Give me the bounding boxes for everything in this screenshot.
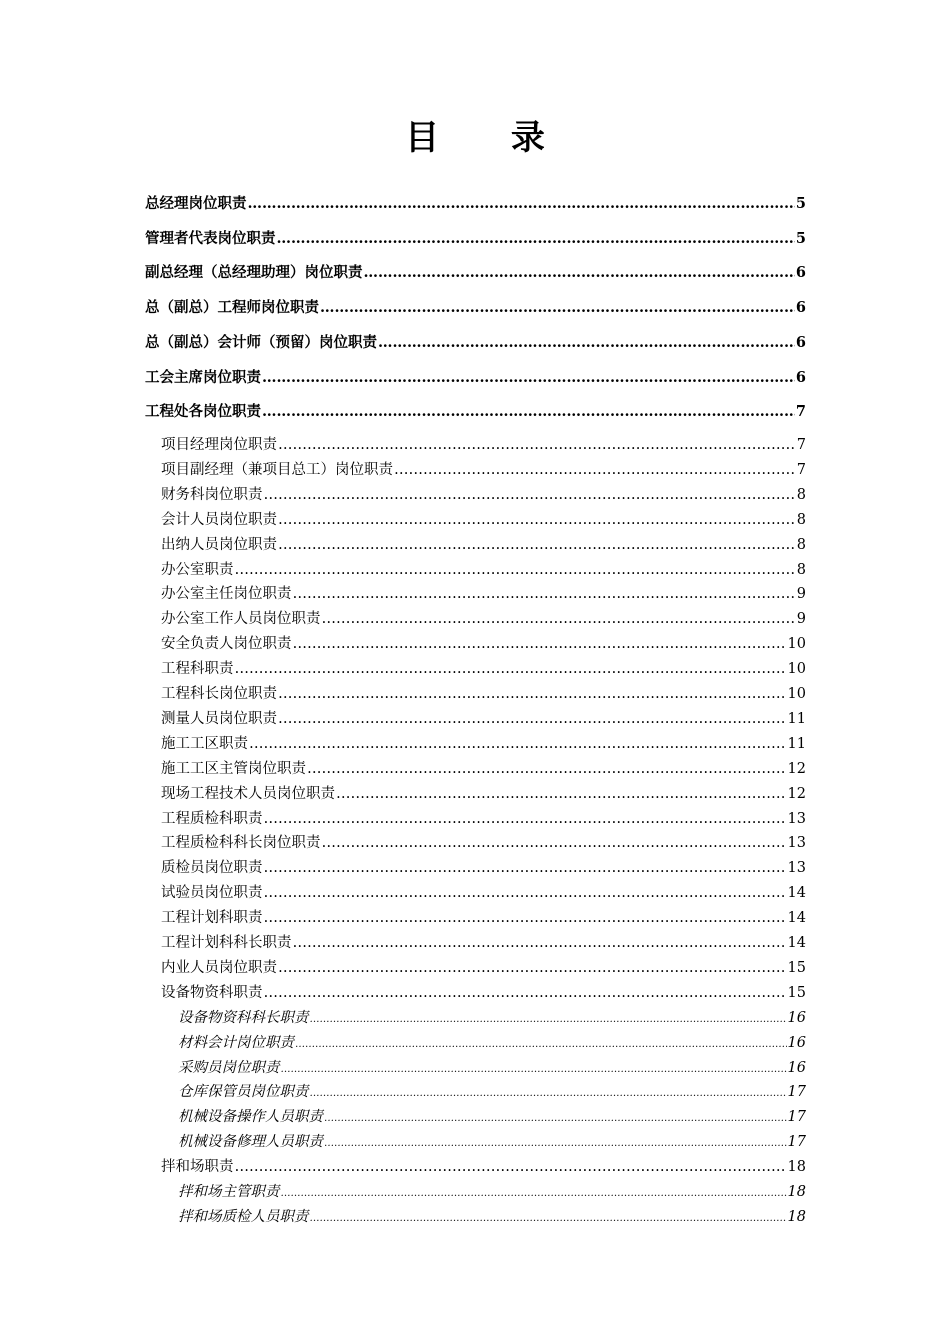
toc-dot-leader [320,299,795,316]
toc-entry-label: 设备物资科科长职责 [178,1009,309,1026]
toc-dot-leader [235,562,796,578]
toc-entry-label: 试验员岗位职责 [161,885,263,902]
toc-dot-leader [310,1010,787,1026]
toc-dot-leader [235,1159,787,1175]
toc-dot-leader [281,1060,787,1076]
toc-entry-page-number: 14 [787,885,806,902]
toc-dot-leader [264,885,787,901]
toc-entry[interactable] [161,582,806,603]
toc-entry[interactable] [161,981,806,1002]
toc-entry-label: 材料会计岗位职责 [178,1034,294,1051]
toc-dot-leader [293,636,787,652]
toc-entry-page-number: 8 [796,486,806,503]
toc-entry[interactable] [161,707,806,728]
toc-entry[interactable] [145,192,806,213]
toc-entry-label: 出纳人员岗位职责 [161,536,277,553]
toc-entry[interactable] [161,1155,806,1176]
toc-entry[interactable] [178,1130,806,1151]
toc-entry-label: 财务科岗位职责 [161,486,263,503]
toc-entry-label: 副总经理（总经理助理）岗位职责 [145,264,363,282]
toc-entry-page-number: 15 [787,984,806,1001]
toc-entry-page-number: 6 [795,264,806,282]
toc-entry-label: 总经理岗位职责 [145,195,247,212]
toc-entry-page-number: 17 [787,1134,806,1151]
toc-entry-label: 机械设备修理人员职责 [178,1134,323,1151]
toc-entry-label: 项目副经理（兼项目总工）岗位职责 [161,461,393,478]
toc-entry-page-number: 6 [795,368,806,386]
toc-dot-leader [277,230,795,247]
toc-entry-label: 办公室主任岗位职责 [161,586,292,603]
toc-entry[interactable] [161,558,806,579]
toc-dot-leader [278,960,787,976]
toc-entry-page-number: 5 [795,229,806,247]
toc-dot-leader [264,811,787,827]
toc-entry[interactable] [161,433,806,454]
toc-entry-page-number: 18 [787,1208,806,1225]
toc-entry-label: 采购员岗位职责 [178,1059,280,1076]
toc-entry[interactable] [161,483,806,504]
toc-entry[interactable] [145,400,806,421]
toc-entry-page-number: 12 [787,785,806,802]
toc-entry[interactable] [178,1180,806,1201]
toc-entry-label: 总（副总）工程师岗位职责 [145,299,319,317]
toc-entry-label: 拌和场质检人员职责 [178,1208,309,1225]
toc-entry[interactable] [161,956,806,977]
toc-entry[interactable] [161,533,806,554]
toc-entry-page-number: 8 [796,561,806,578]
toc-dot-leader [278,437,796,453]
toc-dot-leader [324,1109,787,1125]
toc-dot-leader [264,985,787,1001]
toc-entry-page-number: 6 [795,333,806,351]
toc-entry[interactable] [161,856,806,877]
toc-entry[interactable] [145,331,806,352]
toc-entry[interactable] [161,807,806,828]
toc-dot-leader [322,611,796,627]
toc-entry[interactable] [178,1056,806,1077]
toc-entry-page-number: 8 [796,536,806,553]
toc-entry-page-number: 6 [795,299,806,317]
toc-dot-leader [264,487,796,503]
toc-entry[interactable] [161,782,806,803]
toc-dot-leader [310,1209,787,1225]
toc-dot-leader [322,835,787,851]
toc-dot-leader [324,1134,787,1150]
toc-entry-label: 工程科职责 [161,661,234,678]
toc-entry-label: 施工工区主管岗位职责 [161,760,306,777]
toc-entry-label: 仓库保管员岗位职责 [178,1084,309,1101]
toc-entry[interactable] [161,881,806,902]
toc-dot-leader [262,369,795,386]
toc-dot-leader [278,711,787,727]
toc-entry-label: 施工工区职责 [161,735,248,752]
toc-dot-leader [364,264,795,281]
toc-dot-leader [378,334,795,351]
toc-entry-label: 质检员岗位职责 [161,860,263,877]
toc-entry[interactable] [178,1006,806,1027]
toc-entry-page-number: 8 [796,511,806,528]
toc-entry[interactable] [161,682,806,703]
toc-entry-page-number: 7 [796,461,806,478]
toc-entry-label: 办公室工作人员岗位职责 [161,611,321,628]
toc-entry-page-number: 10 [787,686,806,702]
toc-entry-page-number: 9 [796,611,806,628]
toc-entry-page-number: 11 [787,735,806,752]
toc-entry[interactable] [178,1205,806,1226]
toc-dot-leader [336,786,787,802]
toc-entry[interactable] [161,732,806,753]
toc-dot-leader [295,1035,787,1051]
toc-entry[interactable] [161,906,806,927]
toc-entry-page-number: 10 [787,661,806,678]
toc-entry-page-number: 11 [787,710,806,727]
toc-entry-page-number: 15 [787,959,806,976]
toc-entry[interactable] [178,1031,806,1052]
toc-entry-label: 工程质检科职责 [161,810,263,827]
toc-entry-label: 工程计划科科长职责 [161,935,292,951]
toc-entry-label: 内业人员岗位职责 [161,959,277,976]
toc-entry-page-number: 16 [787,1034,806,1051]
toc-dot-leader [248,195,795,212]
toc-dot-leader [235,661,787,677]
toc-entry-page-number: 16 [787,1059,806,1076]
toc-entry-page-number: 13 [787,860,806,877]
toc-entry-label: 拌和场主管职责 [178,1184,280,1200]
toc-entry-page-number: 14 [787,935,806,951]
toc-entry[interactable] [161,458,806,479]
toc-entry[interactable] [161,931,806,952]
toc-entry-page-number: 14 [787,910,806,927]
toc-entry-label: 拌和场职责 [161,1159,234,1176]
toc-dot-leader [310,1084,787,1100]
toc-entry-page-number: 10 [787,636,806,653]
page-title: 目 录 [405,118,575,158]
toc-entry-label: 办公室职责 [161,561,234,578]
toc-entry-page-number: 7 [796,437,806,453]
toc-entry-label: 设备物资科职责 [161,984,263,1001]
toc-entry-label: 项目经理岗位职责 [161,437,277,453]
toc-entry-label: 总（副总）会计师（预留）岗位职责 [145,333,377,351]
toc-entry-label: 会计人员岗位职责 [161,511,277,528]
toc-entry-page-number: 13 [787,835,806,852]
toc-entry-page-number: 9 [796,586,806,603]
toc-dot-leader [278,686,787,702]
toc-dot-leader [278,512,796,528]
toc-entry[interactable] [178,1105,806,1126]
toc-entry-label: 测量人员岗位职责 [161,710,277,727]
toc-entry[interactable] [145,261,806,282]
toc-entry[interactable] [145,227,806,248]
toc-dot-leader [281,1184,787,1200]
toc-entry-page-number: 16 [787,1009,806,1026]
toc-entry-page-number: 5 [795,195,806,212]
toc-dot-leader [264,910,787,926]
toc-entry-label: 工程科长岗位职责 [161,686,277,702]
toc-dot-leader [264,860,787,876]
toc-entry-page-number: 7 [795,403,806,421]
toc-entry-label: 安全负责人岗位职责 [161,636,292,653]
toc-entry[interactable] [161,607,806,628]
toc-entry-page-number: 13 [787,810,806,827]
toc-entry[interactable] [161,632,806,653]
toc-entry-label: 现场工程技术人员岗位职责 [161,785,335,802]
toc-entry[interactable] [161,757,806,778]
toc-entry-page-number: 12 [787,760,806,777]
toc-entry-label: 工会主席岗位职责 [145,368,261,386]
toc-entry-page-number: 17 [787,1084,806,1101]
toc-dot-leader [394,462,796,478]
toc-entry[interactable] [178,1080,806,1101]
toc-entry[interactable] [145,296,806,317]
toc-entry-page-number: 18 [787,1184,806,1200]
toc-dot-leader [249,736,787,752]
toc-entry[interactable] [161,508,806,529]
toc-dot-leader [278,537,796,553]
toc-dot-leader [293,935,787,951]
toc-entry[interactable] [161,831,806,852]
toc-entry-label: 工程计划科职责 [161,910,263,927]
toc-entry-label: 工程处各岗位职责 [145,403,261,421]
toc-entry-page-number: 18 [787,1159,806,1176]
toc-entry[interactable] [161,657,806,678]
toc-entry-label: 机械设备操作人员职责 [178,1109,323,1126]
toc-entry-page-number: 17 [787,1109,806,1126]
toc-entry-label: 工程质检科科长岗位职责 [161,835,321,852]
toc-entry-label: 管理者代表岗位职责 [145,229,276,247]
toc-dot-leader [293,586,796,602]
toc-entry[interactable] [145,366,806,387]
toc-dot-leader [307,761,787,777]
toc-dot-leader [262,403,795,420]
